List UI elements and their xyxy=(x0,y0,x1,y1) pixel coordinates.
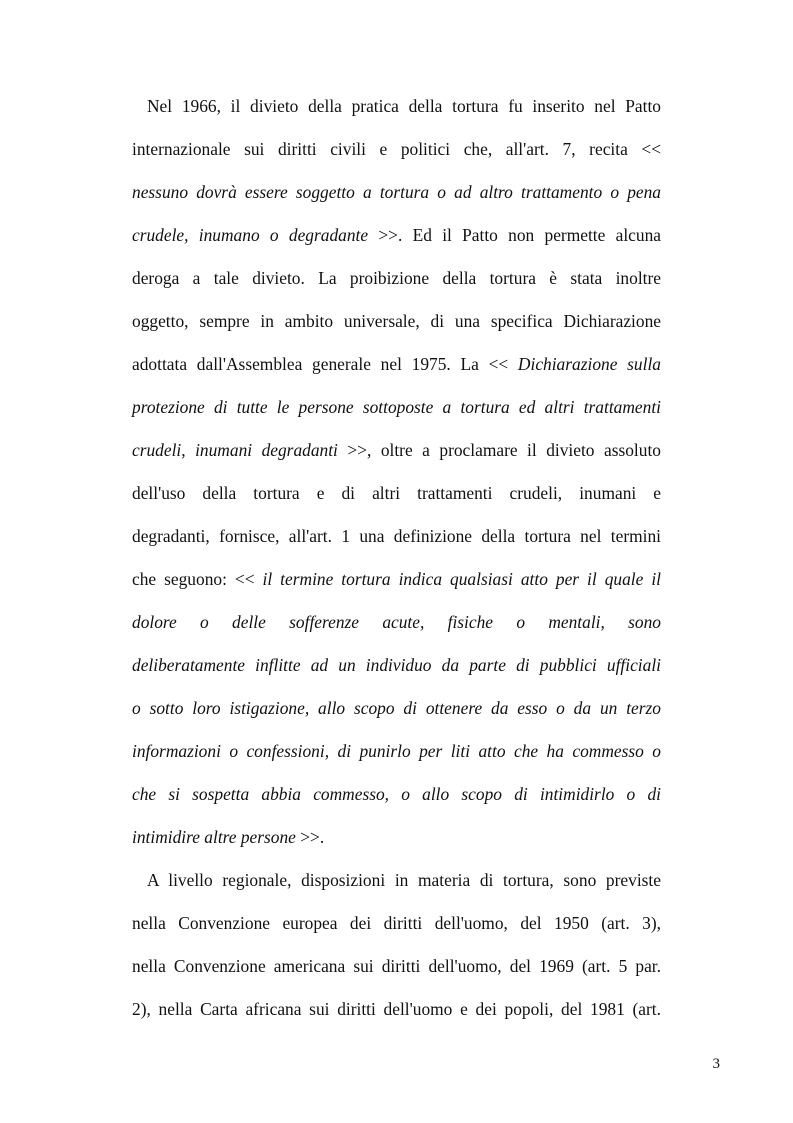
text-line xyxy=(132,650,661,680)
text-line xyxy=(132,908,661,938)
text-segment: >>. xyxy=(295,827,325,847)
text-line xyxy=(132,607,661,637)
text-line xyxy=(132,994,661,1024)
text-line xyxy=(132,521,661,551)
text-segment: degradanti, fornisce, all'art. 1 una definizione della tortura nel termini xyxy=(132,526,661,546)
text-line xyxy=(132,349,661,379)
text-segment: o sotto loro istigazione, allo scopo di ottenere da esso o da un terzo xyxy=(132,698,661,718)
text-segment: informazioni o confessioni, di punirlo per liti atto che ha commesso o xyxy=(132,741,661,761)
text-segment: >>. Ed il Patto non permette alcuna xyxy=(368,225,661,245)
text-segment: >>, oltre a proclamare il divieto assoluto xyxy=(337,440,661,460)
text-line xyxy=(132,951,661,981)
text-line xyxy=(132,693,661,723)
text-line xyxy=(132,220,661,250)
page-number: 3 xyxy=(712,1056,720,1072)
text-line xyxy=(132,779,661,809)
text-segment: il termine tortura indica qualsiasi atto per il quale il xyxy=(262,569,661,589)
text-line xyxy=(147,865,661,895)
text-segment: nella Convenzione americana sui diritti dell'uomo, del 1969 (art. 5 par. xyxy=(132,956,661,976)
text-line xyxy=(132,564,661,594)
text-segment: che si sospetta abbia commesso, o allo scopo di intimidirlo o di xyxy=(132,784,661,804)
text-segment: dolore o delle sofferenze acute, fisiche o mentali, sono xyxy=(132,612,661,632)
text-line xyxy=(132,392,661,422)
text-line xyxy=(132,263,661,293)
text-segment: deliberatamente inflitte ad un individuo da parte di pubblici ufficiali xyxy=(132,655,661,675)
text-segment: deroga a tale divieto. La proibizione della tortura è stata inoltre xyxy=(132,268,661,288)
text-segment: protezione di tutte le persone sottoposte a tortura ed altri trattamenti xyxy=(132,397,661,417)
text-line xyxy=(132,478,661,508)
text-line xyxy=(132,435,661,465)
text-segment: nella Convenzione europea dei diritti dell'uomo, del 1950 (art. 3), xyxy=(132,913,661,933)
text-segment: Nel 1966, il divieto della pratica della tortura fu inserito nel Patto xyxy=(147,96,661,116)
text-segment: Dichiarazione sulla xyxy=(517,354,661,374)
text-line xyxy=(132,306,661,336)
text-segment: nessuno dovrà essere soggetto a tortura o ad altro trattamento o pena xyxy=(132,182,661,202)
text-segment: oggetto, sempre in ambito universale, di una specifica Dichiarazione xyxy=(132,311,661,331)
text-segment: 2), nella Carta africana sui diritti dell'uomo e dei popoli, del 1981 (art. xyxy=(132,999,661,1019)
text-segment: crudele, inumano o degradante xyxy=(132,225,369,245)
text-line xyxy=(132,134,661,164)
text-line xyxy=(132,177,661,207)
text-segment: dell'uso della tortura e di altri trattamenti crudeli, inumani e xyxy=(132,483,661,503)
text-segment: intimidire altre persone xyxy=(132,827,296,847)
text-line xyxy=(132,736,661,766)
text-segment: che seguono: << xyxy=(132,569,263,589)
text-segment: internazionale sui diritti civili e politici che, all'art. 7, recita << xyxy=(132,139,661,159)
text-segment: adottata dall'Assemblea generale nel 1975. La << xyxy=(132,354,518,374)
text-segment: crudeli, inumani degradanti xyxy=(132,440,338,460)
text-line xyxy=(132,822,661,852)
text-line xyxy=(147,91,661,121)
text-segment: A livello regionale, disposizioni in materia di tortura, sono previste xyxy=(147,870,661,890)
